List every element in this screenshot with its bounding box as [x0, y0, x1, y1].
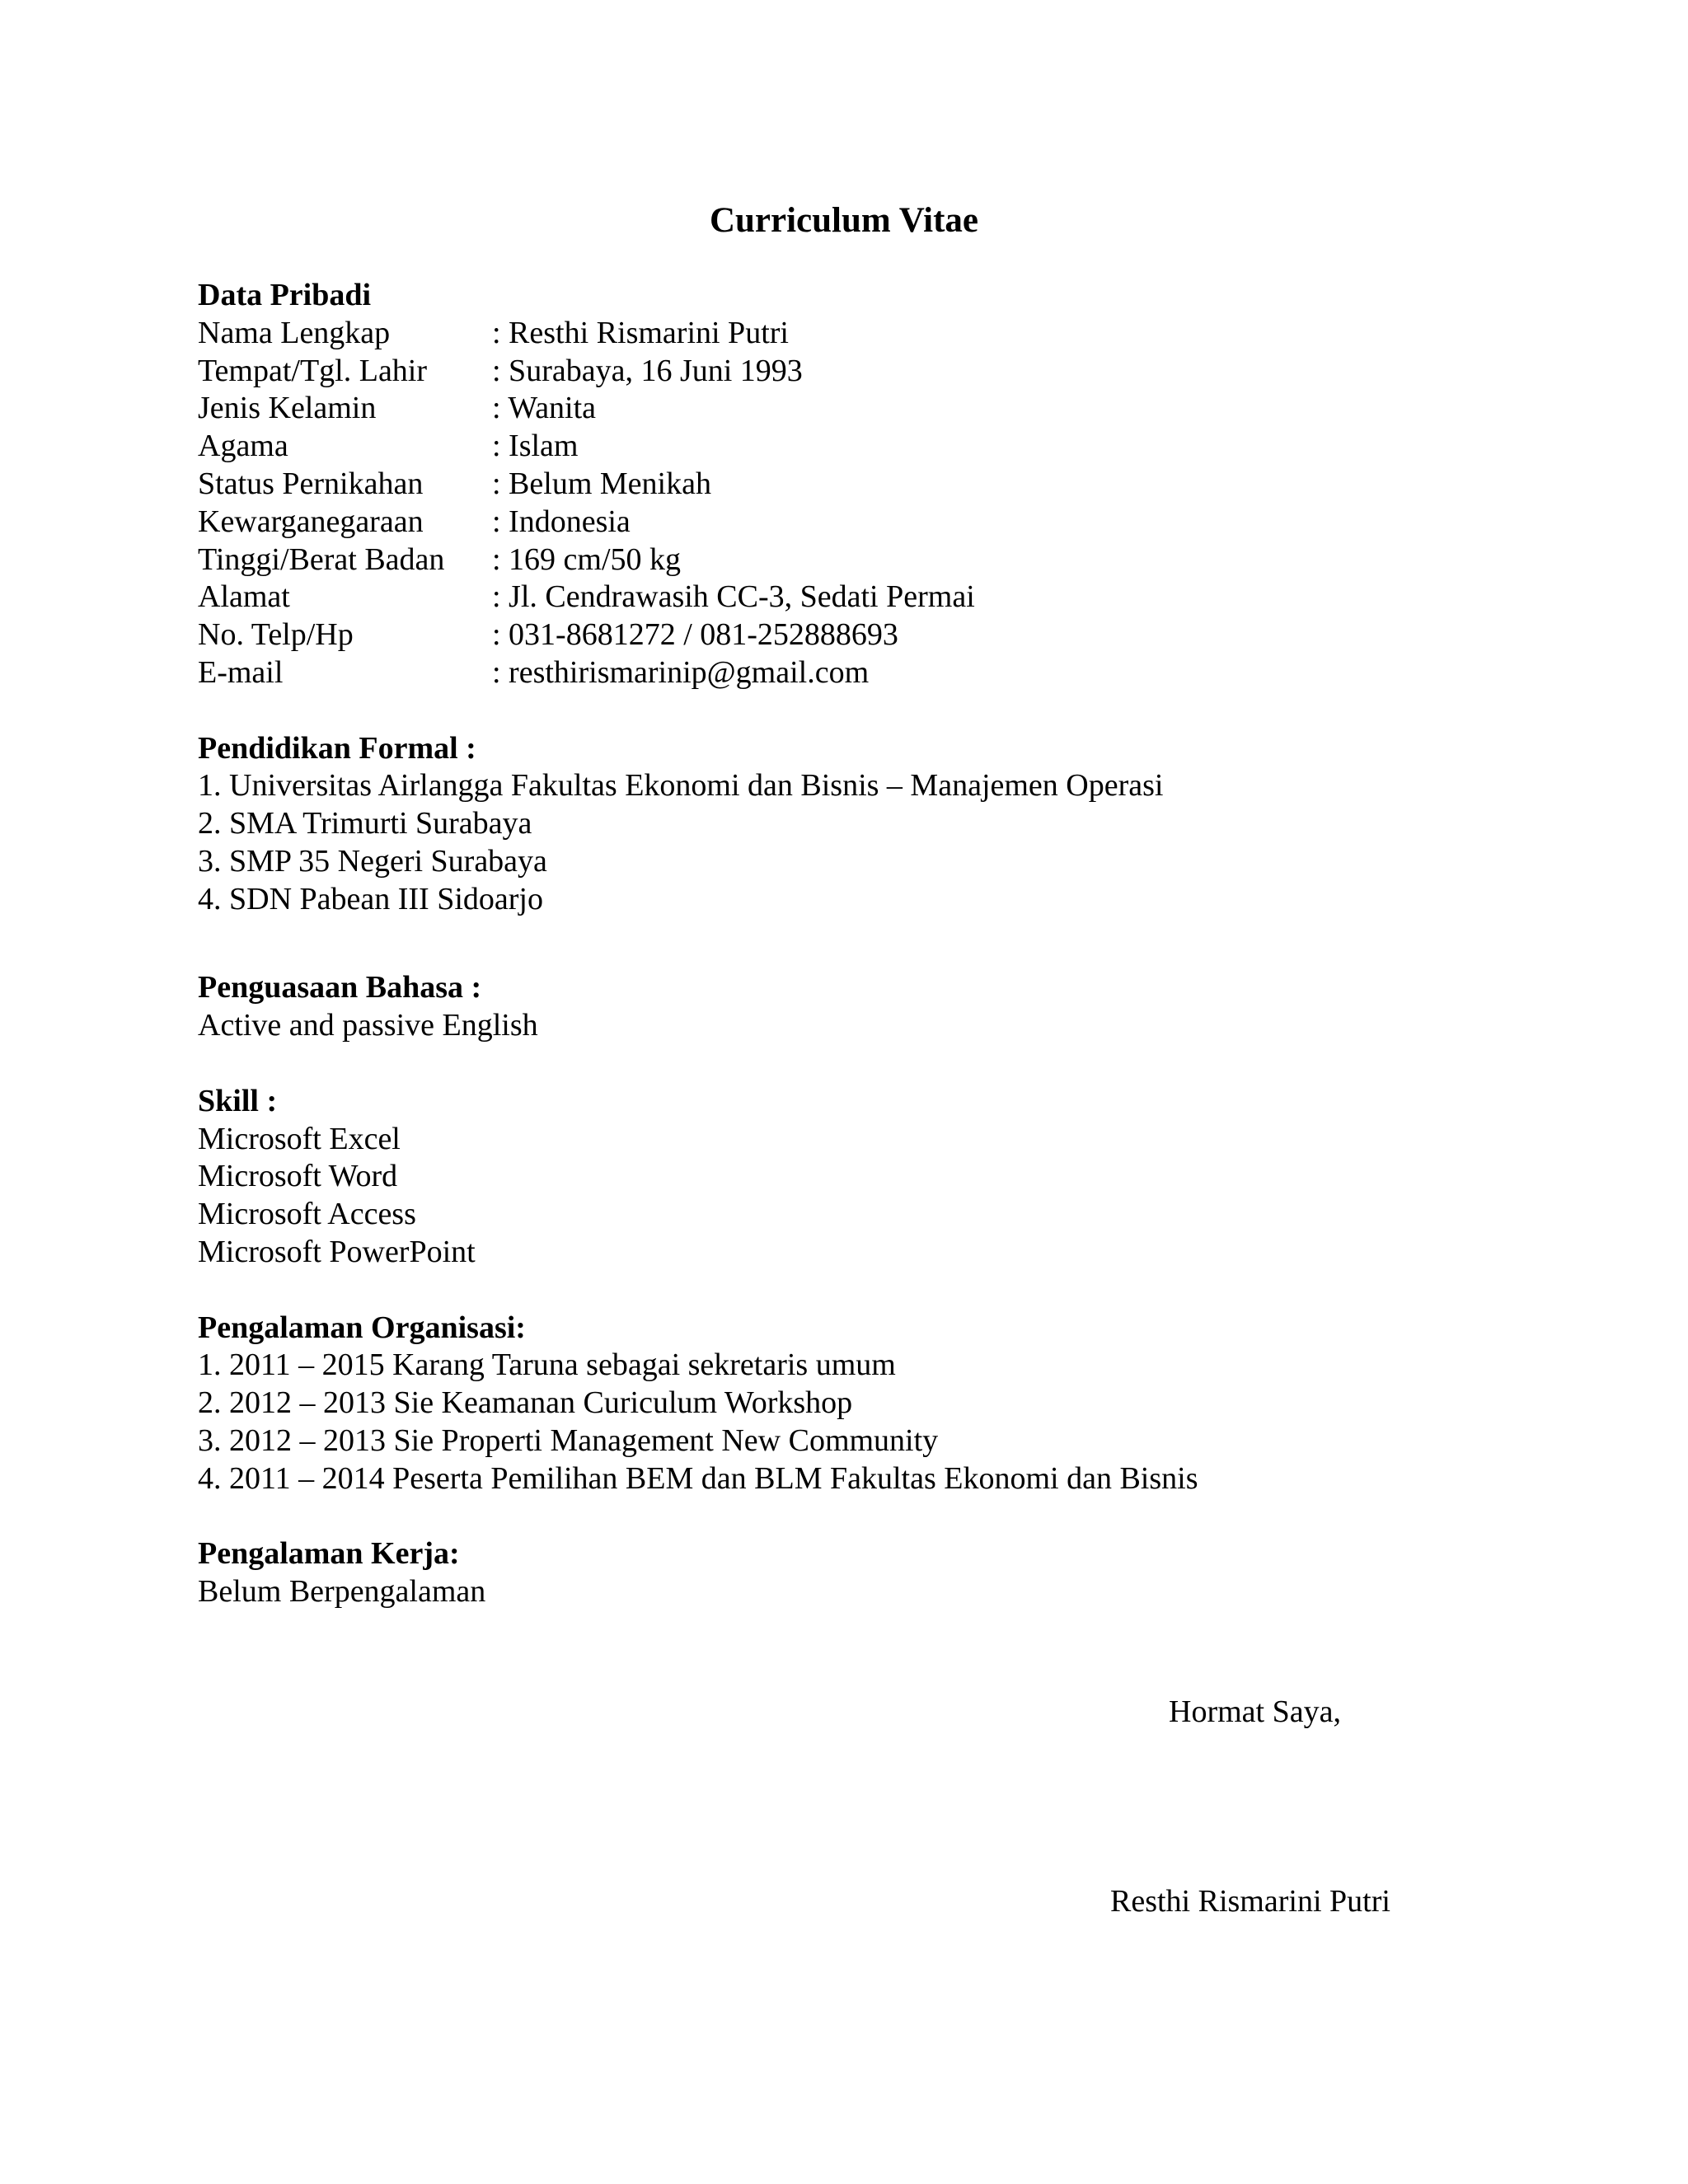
work-item: Belum Berpengalaman [198, 1574, 486, 1610]
education-item: 1. Universitas Airlangga Fakultas Ekonomi dan Bisnis – Manajemen Operasi [198, 768, 1164, 804]
personal-label: No. Telp/Hp [198, 617, 354, 653]
organization-item: 4. 2011 – 2014 Peserta Pemilihan BEM dan BLM Fakultas Ekonomi dan Bisnis [198, 1460, 1198, 1496]
personal-row [198, 504, 1550, 541]
personal-value: : Islam [492, 429, 579, 464]
personal-label: Kewarganegaraan [198, 504, 424, 539]
personal-value: : Jl. Cendrawasih CC-3, Sedati Permai [492, 579, 975, 615]
personal-row [198, 541, 1550, 579]
section-spacer [198, 1498, 1550, 1536]
skill-item: Microsoft Access [198, 1197, 416, 1232]
work-heading: Pengalaman Kerja: [198, 1536, 460, 1572]
skill-item: Microsoft PowerPoint [198, 1234, 476, 1269]
language-heading: Penguasaan Bahasa : [198, 970, 482, 1005]
section-spacer [198, 692, 1550, 730]
personal-label: Alamat [198, 579, 290, 615]
personal-value: : resthirismarinip@gmail.com [492, 654, 870, 690]
personal-label: Tempat/Tgl. Lahir [198, 353, 428, 388]
language-item: Active and passive English [198, 1008, 538, 1043]
personal-label: Tinggi/Berat Badan [198, 541, 445, 577]
personal-row [198, 315, 1550, 353]
section-spacer [198, 956, 1550, 969]
section-spacer [198, 1045, 1550, 1083]
personal-row [198, 616, 1550, 654]
skill-item: Microsoft Excel [198, 1121, 401, 1156]
personal-label: Agama [198, 429, 288, 464]
personal-row [198, 466, 1550, 504]
organization-heading: Pengalaman Organisasi: [198, 1310, 526, 1345]
personal-row [198, 353, 1550, 391]
education-item: 3. SMP 35 Negeri Surabaya [198, 843, 547, 879]
section-spacer [198, 919, 1550, 957]
organization-item: 1. 2011 – 2015 Karang Taruna sebagai sekretaris umum [198, 1347, 896, 1383]
education-heading: Pendidikan Formal : [198, 730, 476, 766]
closing-salutation: Hormat Saya, [1169, 1694, 1341, 1729]
personal-value: : Surabaya, 16 Juni 1993 [492, 353, 803, 388]
signature-name: Resthi Rismarini Putri [1110, 1884, 1390, 1919]
personal-label: Jenis Kelamin [198, 391, 377, 426]
personal-row [198, 579, 1550, 616]
personal-row [198, 654, 1550, 692]
section-spacer [198, 1272, 1550, 1310]
skill-item: Microsoft Word [198, 1159, 398, 1194]
personal-value: : 169 cm/50 kg [492, 541, 682, 577]
personal-heading: Data Pribadi [198, 278, 372, 312]
organization-item: 2. 2012 – 2013 Sie Keamanan Curiculum Workshop [198, 1385, 853, 1421]
education-item: 2. SMA Trimurti Surabaya [198, 806, 532, 841]
personal-row [198, 428, 1550, 466]
education-item: 4. SDN Pabean III Sidoarjo [198, 881, 543, 916]
page-title: Curriculum Vitae [709, 201, 979, 240]
personal-row [198, 390, 1550, 428]
personal-value: : Wanita [492, 391, 597, 426]
personal-value: : Belum Menikah [492, 466, 711, 501]
personal-value: : Indonesia [492, 504, 631, 539]
personal-label: Status Pernikahan [198, 466, 424, 501]
personal-label: Nama Lengkap [198, 315, 391, 350]
personal-value: : 031-8681272 / 081-252888693 [492, 617, 898, 653]
skills-heading: Skill : [198, 1083, 278, 1118]
organization-item: 3. 2012 – 2013 Sie Properti Management New Community [198, 1422, 939, 1458]
personal-label: E-mail [198, 654, 284, 690]
cv-content [198, 277, 1550, 1611]
personal-value: : Resthi Rismarini Putri [492, 315, 789, 350]
